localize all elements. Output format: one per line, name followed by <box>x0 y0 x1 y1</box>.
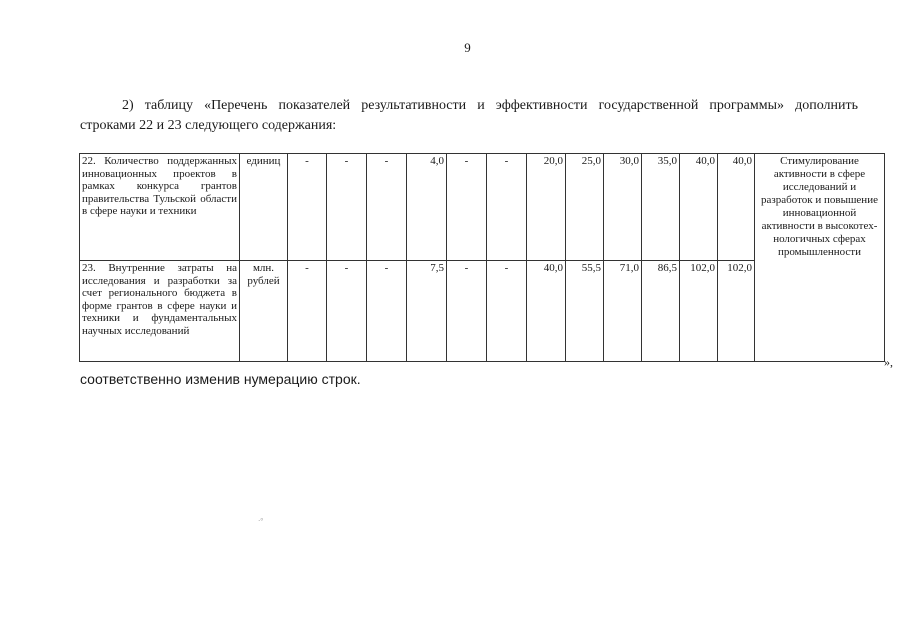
scan-speck: ·° <box>258 517 264 525</box>
value-cell: - <box>487 261 527 362</box>
value-cell: - <box>327 154 367 261</box>
value-cell: 55,5 <box>566 261 604 362</box>
intro-line-1: 2) таблицу «Перечень показателей результативности и эффективности государственной программы» дополнить <box>122 98 858 113</box>
closing-sentence: соответственно изменив нумерацию строк. <box>80 371 361 387</box>
value-cell: 4,0 <box>407 154 447 261</box>
value-cell: 102,0 <box>718 261 755 362</box>
closing-quote-mark: », <box>884 355 893 369</box>
value-cell: 40,0 <box>680 154 718 261</box>
indicators-table <box>79 153 885 362</box>
indicator-name-cell: 23. Внутренние затраты на исследования и разработки за счет регионального бюджета в форме грантов в сфере науки и техники и фундаментальных научных исследований <box>80 261 240 362</box>
table-row <box>80 154 885 261</box>
value-cell: 40,0 <box>718 154 755 261</box>
value-cell: - <box>487 154 527 261</box>
value-cell: - <box>288 154 327 261</box>
value-cell: - <box>288 261 327 362</box>
value-cell: 7,5 <box>407 261 447 362</box>
value-cell: 20,0 <box>527 154 566 261</box>
value-cell: 35,0 <box>642 154 680 261</box>
value-cell: - <box>367 261 407 362</box>
unit-cell: млн. рублей <box>240 261 288 362</box>
value-cell: 102,0 <box>680 261 718 362</box>
value-cell: 25,0 <box>566 154 604 261</box>
value-cell: - <box>327 261 367 362</box>
value-cell: 30,0 <box>604 154 642 261</box>
value-cell: 86,5 <box>642 261 680 362</box>
intro-paragraph <box>80 96 858 136</box>
intro-line-2: строками 22 и 23 следующего содержания: <box>80 118 337 133</box>
goal-note-cell: Стимулирование активности в сфере исследований и разработок и повышение инновационной активности в высокотех-нологичных сферах промышленности <box>755 154 885 362</box>
value-cell: - <box>367 154 407 261</box>
value-cell: 40,0 <box>527 261 566 362</box>
indicator-name-cell: 22. Количество поддержанных инновационных проектов в рамках конкурса грантов правительства Тульской области в сфере науки и техники <box>80 154 240 261</box>
value-cell: - <box>447 261 487 362</box>
unit-cell: единиц <box>240 154 288 261</box>
value-cell: - <box>447 154 487 261</box>
value-cell: 71,0 <box>604 261 642 362</box>
page-number: 9 <box>464 40 471 55</box>
